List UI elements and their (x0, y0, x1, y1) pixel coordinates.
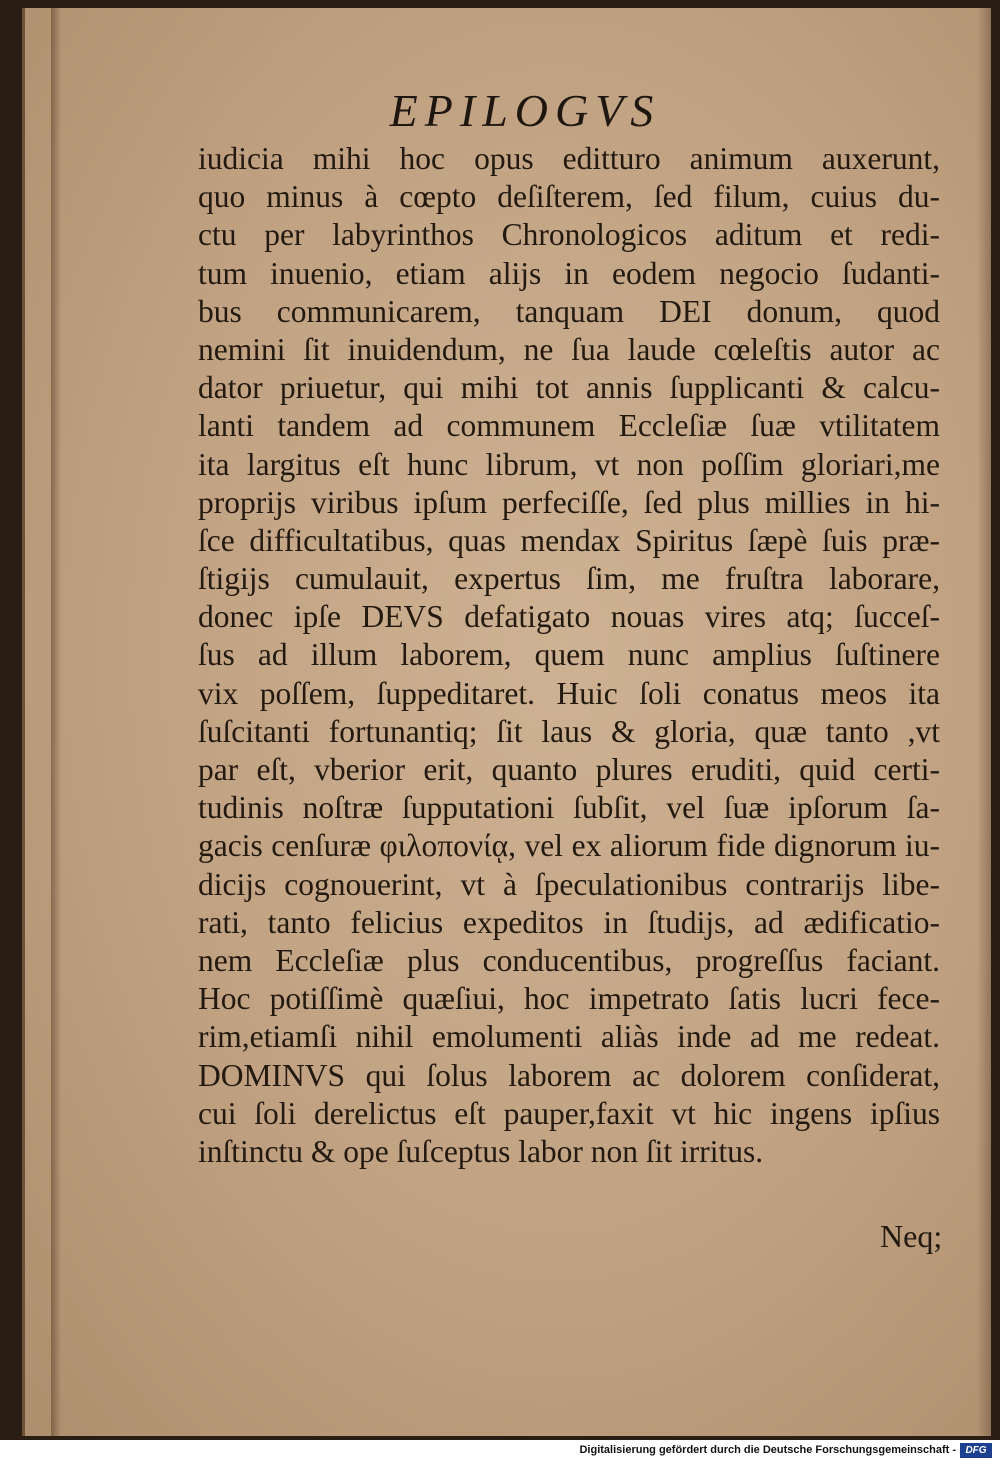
text-line: gacis cenſuræ φιλοπονίᾳ, vel ex aliorum fide dignorum iu- (198, 828, 940, 864)
text-line: rim,etiamſi nihil emolumenti aliàs inde ad me redeat. (198, 1019, 940, 1055)
text-line: donec ipſe DEVS defatigato nouas vires atq; ſucceſ- (198, 599, 940, 635)
text-line: Hoc potiſſimè quæſiui, hoc impetrato ſatis lucri fece- (198, 981, 940, 1017)
text-line: tudinis noſtræ ſupputationi ſubſit, vel ſuæ ipſorum ſa- (198, 790, 940, 826)
catchword: Neq; (880, 1218, 943, 1254)
text-line: nem Eccleſiæ plus conducentibus, progreſſus faciant. (198, 942, 940, 978)
text-line: ſus ad illum laborem, quem nunc amplius ſuſtinere (198, 637, 940, 673)
text-line: nemini ſit inuidendum, ne ſua laude cœleſtis autor ac (198, 331, 940, 367)
text-line: cui ſoli derelictus eſt pauper,faxit vt hic ingens ipſius (198, 1095, 940, 1131)
text-line: dator priuetur, qui mihi tot annis ſupplicanti & calcu- (198, 370, 940, 406)
text-line: iudicia mihi hoc opus editturo animum auxerunt, (198, 141, 940, 176)
text-line: vix poſſem, ſuppeditaret. Huic ſoli conatus meos ita (198, 675, 940, 711)
text-line: rati, tanto felicius expeditos in ſtudijs, ad ædificatio- (198, 904, 940, 940)
running-header: EPILOGVS (389, 85, 661, 136)
footer-bar (0, 1440, 1000, 1464)
text-line: par eſt, vberior erit, quanto plures eruditi, quid certi- (198, 752, 940, 787)
body-text (198, 140, 940, 1171)
text-line: inſtinctu & ope ſuſceptus labor non ſit irritus. (198, 1133, 764, 1169)
text-line: ſtigijs cumulauit, expertus ſim, me fruſtra laborare, (198, 561, 940, 597)
text-line: ita largitus eſt hunc librum, vt non poſſim gloriari,me (198, 446, 940, 482)
funding-credit: Digitalisierung gefördert durch die Deutsche Forschungsgemeinschaft - (579, 1444, 956, 1456)
text-line: tum inuenio, etiam alijs in eodem negocio ſudanti- (198, 255, 940, 291)
text-line: ſuſcitanti fortunantiq; ſit laus & gloria, quæ tanto ,vt (198, 713, 940, 749)
text-line: proprijs viribus ipſum perfeciſſe, ſed plus millies in hi- (198, 484, 940, 520)
text-line: quo minus à cœpto deſiſterem, ſed filum, cuius du- (198, 179, 940, 215)
text-line: DOMINVS qui ſolus laborem ac dolorem conſiderat, (198, 1057, 940, 1093)
text-line: bus communicarem, tanquam DEI donum, quod (198, 293, 940, 329)
page-edge-shadow (977, 8, 991, 1436)
dfg-logo[interactable]: DFG (960, 1443, 992, 1458)
text-line: ſce difficultatibus, quas mendax Spiritus ſæpè ſuis præ- (198, 522, 940, 558)
text-line: lanti tandem ad communem Eccleſiæ ſuæ vtilitatem (198, 408, 940, 444)
text-line: dicijs cognouerint, vt à ſpeculationibus contrarijs libe- (198, 866, 940, 902)
page-gutter-shadow (51, 8, 61, 1436)
text-line: ctu per labyrinthos Chronologicos aditum et redi- (198, 217, 940, 253)
